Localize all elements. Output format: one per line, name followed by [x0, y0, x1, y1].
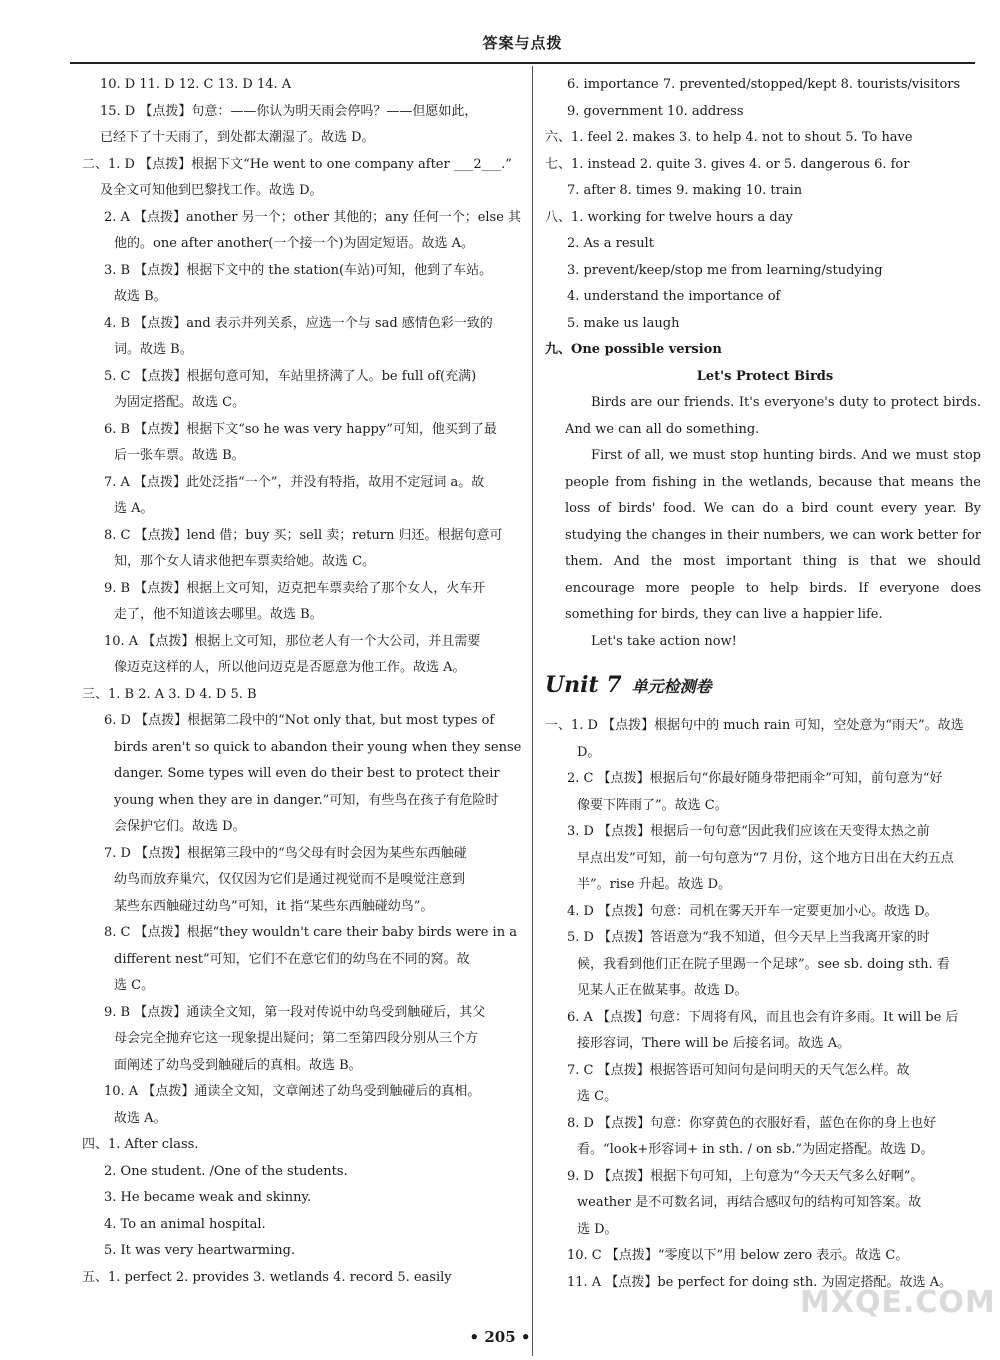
answer-line: 后一张车票。故选 B。 — [114, 448, 245, 463]
answer-line: 8. C 【点拨】根据“they wouldn't care their baby birds were in a — [104, 925, 517, 940]
answer-line: 2. As a result — [567, 236, 654, 251]
unit-title: Unit 7 — [545, 672, 622, 698]
right-answers-top — [545, 72, 985, 337]
answer-line: 6. D 【点拨】根据第二段中的“Not only that, but most types of — [104, 713, 495, 728]
answer-line: 9. D 【点拨】根据下句可知，上句意为“今天天气多么好啊”。 — [567, 1168, 924, 1184]
answer-line: 三、1. B 2. A 3. D 4. D 5. B — [82, 686, 257, 702]
essay-title: Let's Protect Birds — [696, 368, 834, 384]
answer-line: 5. make us laugh — [567, 315, 680, 331]
answer-line: D。 — [577, 744, 601, 760]
answer-line: 五、1. perfect 2. provides 3. wetlands 4. record 5. easily — [82, 1269, 452, 1285]
answer-line: 及全文可知他到巴黎找工作。故选 D。 — [100, 183, 323, 198]
answer-line: 7. after 8. times 9. making 10. train — [567, 183, 803, 198]
answer-line: weather 是不可数名词，再结合感叹句的结构可知答案。故 — [577, 1195, 922, 1210]
answer-line: 面阐述了幼鸟受到触碰后的真相。故选 B。 — [114, 1057, 362, 1073]
answer-line: 2. One student. /One of the students. — [104, 1163, 348, 1179]
answer-line: 3. He became weak and skinny. — [104, 1190, 312, 1205]
answer-line: 像迈克这样的人，所以他问迈克是否愿意为他工作。故选 A。 — [114, 660, 466, 675]
unit-heading — [545, 665, 985, 707]
answer-line: 2. C 【点拨】根据后句“你最好随身带把雨伞”可知，前句意为“好 — [567, 771, 943, 786]
answer-line: 四、1. After class. — [82, 1137, 199, 1152]
answer-line: 3. prevent/keep/stop me from learning/studying — [567, 262, 883, 278]
answer-line: 八、1. working for twelve hours a day — [545, 209, 793, 225]
answer-line: 3. B 【点拨】根据下文中的 the station(车站)可知，他到了车站。 — [104, 262, 493, 278]
answer-line: 二、1. D 【点拨】根据下文“He went to one company after ___2___.” — [82, 156, 512, 172]
answer-line: 早点出发”可知，前一句句意为“7 月份，这个地方日出在大约五点 — [577, 850, 954, 866]
answer-line: 选 C。 — [577, 1089, 618, 1104]
answer-line: 看。“look+形容词+ in sth. / on sb.”为固定搭配。故选 D。 — [577, 1142, 934, 1157]
right-answers-bottom — [545, 713, 985, 1296]
answer-line: 他的。one after another(一个接一个)为固定短语。故选 A。 — [114, 236, 474, 251]
answer-line: 会保护它们。故选 D。 — [114, 819, 246, 834]
page-header — [70, 32, 975, 64]
answer-line: 5. D 【点拨】答语意为“我不知道，但今天早上当我离开家的时 — [567, 930, 930, 945]
answer-line: 为固定搭配。故选 C。 — [114, 395, 246, 410]
answer-line: 10. C 【点拨】“零度以下”用 below zero 表示。故选 C。 — [567, 1248, 909, 1263]
essay-label: 九、One possible version — [545, 342, 722, 357]
answer-line: 6. A 【点拨】句意：下周将有风，而且也会有许多雨。It will be 后 — [567, 1009, 959, 1025]
answer-line: 选 C。 — [114, 978, 155, 993]
essay-paragraph: Birds are our friends. It's everyone's duty to protect birds. And we can all do something. — [565, 395, 981, 437]
left-column — [82, 72, 522, 1291]
answer-line: 4. understand the importance of — [567, 289, 781, 304]
answer-line: 10. A 【点拨】根据上文可知，那位老人有一个大公司，并且需要 — [104, 633, 481, 649]
answer-line: 4. B 【点拨】and 表示并列关系，应选一个与 sad 感情色彩一致的 — [104, 315, 493, 331]
answer-line: 选 A。 — [114, 501, 154, 516]
answer-line: 六、1. feel 2. makes 3. to help 4. not to shout 5. To have — [545, 130, 913, 145]
answer-line: 7. C 【点拨】根据答语可知问句是问明天的天气怎么样。故 — [567, 1062, 910, 1078]
answer-line: 候，我看到他们正在院子里踢一个足球”。see sb. doing sth. 看 — [577, 956, 950, 972]
answer-line: 接形容词，There will be 后接名词。故选 A。 — [577, 1036, 851, 1051]
answer-line: 走了，他不知道该去哪里。故选 B。 — [114, 607, 323, 622]
answer-line: 选 D。 — [577, 1221, 618, 1237]
answer-line: 9. B 【点拨】通读全文知，第一段对传说中幼鸟受到触碰后，其父 — [104, 1004, 486, 1020]
answer-line: 幼鸟而放弃巢穴，仅仅因为它们是通过视觉而不是嗅觉注意到 — [114, 872, 466, 887]
answer-line: 像要下阵雨了”。故选 C。 — [577, 797, 728, 813]
answer-line: 7. A 【点拨】此处泛指“一个”，并没有特指，故用不定冠词 a。故 — [104, 474, 485, 490]
answer-line: 5. C 【点拨】根据句意可知，车站里挤满了人。be full of(充满) — [104, 368, 477, 384]
answer-line: 3. D 【点拨】根据后一句句意“因此我们应该在天变得太热之前 — [567, 824, 930, 839]
answer-line: young when they are in danger.”可知，有些鸟在孩子有危险时 — [114, 792, 499, 808]
page-number: • 205 • — [469, 1328, 531, 1346]
essay-paragraph: Let's take action now! — [591, 633, 737, 649]
answer-line: birds aren't so quick to abandon their young when they sense — [114, 739, 522, 755]
answer-line: danger. Some types will even do their best to protect their — [114, 766, 500, 781]
unit-subtitle: 单元检测卷 — [631, 677, 712, 696]
essay-body — [545, 390, 985, 655]
answer-line: 6. importance 7. prevented/stopped/kept 8. tourists/visitors — [567, 77, 961, 92]
answer-line: 七、1. instead 2. quite 3. gives 4. or 5. dangerous 6. for — [545, 156, 910, 172]
answer-line: 10. D 11. D 12. C 13. D 14. A — [100, 77, 292, 92]
answer-line: 故选 A。 — [114, 1110, 167, 1126]
answer-line: 已经下了十天雨了，到处都太潮湿了。故选 D。 — [100, 130, 375, 145]
answer-line: 知，那个女人请求他把车票卖给她。故选 C。 — [114, 554, 376, 569]
answer-line: 15. D 【点拨】句意：——你认为明天雨会停吗？——但愿如此， — [100, 103, 478, 119]
answer-line: 4. To an animal hospital. — [104, 1216, 266, 1232]
answer-line: 一、1. D 【点拨】根据句中的 much rain 可知，空处意为“雨天”。故选 — [545, 718, 964, 733]
answer-line: 词。故选 B。 — [114, 342, 193, 357]
answer-line: 见某人正在做某事。故选 D。 — [577, 983, 748, 998]
answer-line: 8. C 【点拨】lend 借；buy 买；sell 卖；return 归还。根据句意可 — [104, 527, 503, 543]
answer-line: 故选 B。 — [114, 289, 167, 304]
answer-line: 某些东西触碰过幼鸟”可知，it 指“某些东西触碰幼鸟”。 — [114, 898, 434, 914]
answer-line: 7. D 【点拨】根据第三段中的“鸟父母有时会因为某些东西触碰 — [104, 845, 467, 861]
answer-line: 5. It was very heartwarming. — [104, 1243, 296, 1258]
right-column — [545, 72, 985, 1296]
answer-line: 2. A 【点拨】another 另一个；other 其他的；any 任何一个；else 其 — [104, 209, 522, 225]
answer-line: 半”。rise 升起。故选 D。 — [577, 877, 732, 892]
answer-line: 9. B 【点拨】根据上文可知，迈克把车票卖给了那个女人，火车开 — [104, 580, 486, 596]
answer-line: 6. B 【点拨】根据下文“so he was very happy”可知，他买到了最 — [104, 421, 497, 437]
watermark-logo: MXQE.COM — [800, 1285, 996, 1320]
answer-line: 11. A 【点拨】be perfect for doing sth. 为固定搭配。故选 A。 — [567, 1274, 953, 1290]
essay-paragraph: First of all, we must stop hunting birds. And we must stop people from fishing in the wetlands, because that means the loss of birds' food. We can do a bird count every year. By studying the changes in their numbers, we can work better for them. And the most important thing is that we should encourage more people to help birds. If everyone does something for birds, they can live a happier life. — [565, 448, 981, 622]
answer-line: different nest”可知，它们不在意它们的幼鸟在不同的窝。故 — [114, 951, 470, 967]
column-divider — [532, 66, 533, 1356]
answer-line: 10. A 【点拨】通读全文知，文章阐述了幼鸟受到触碰后的真相。 — [104, 1084, 481, 1099]
answer-line: 母会完全抛弃它这一现象提出疑问；第二至第四段分别从三个方 — [114, 1031, 479, 1046]
answer-line: 8. D 【点拨】句意：你穿黄色的衣服好看，蓝色在你的身上也好 — [567, 1115, 937, 1131]
header-title: 答案与点拨 — [482, 34, 563, 52]
answer-line: 4. D 【点拨】句意：司机在雾天开车一定要更加小心。故选 D。 — [567, 903, 938, 919]
answer-line: 9. government 10. address — [567, 103, 744, 119]
